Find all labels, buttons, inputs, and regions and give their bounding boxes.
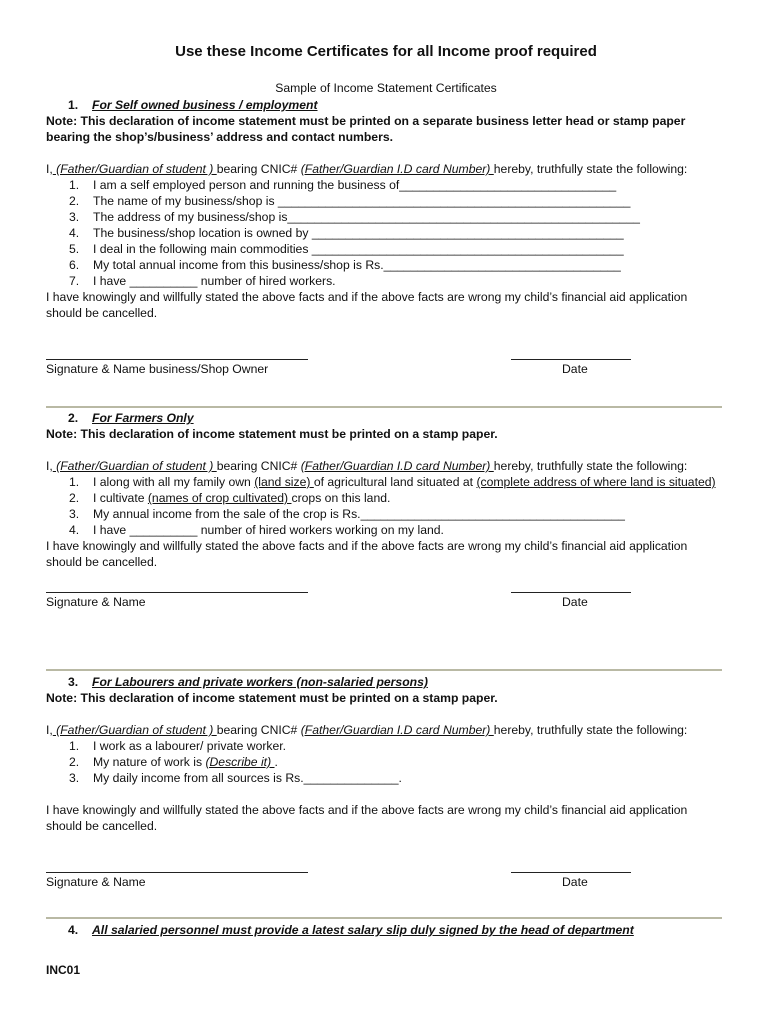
list-item: 5. I deal in the following main commodities ______________________________________________ (69, 242, 624, 256)
guardian-blank: (Father/Guardian of student ) (52, 459, 217, 473)
section-heading: 1. For Self owned business / employment (68, 98, 318, 112)
date-label: Date (562, 595, 588, 609)
cnic-blank: (Father/Guardian I.D card Number) (300, 459, 494, 473)
date-line (511, 872, 631, 873)
list-item: 2. I cultivate (names of crop cultivated) crops on this land. (69, 491, 391, 505)
section-divider (46, 669, 722, 671)
section-heading: 4. All salaried personnel must provide a latest salary slip duly signed by the head of department (68, 923, 634, 937)
section-divider (46, 406, 722, 408)
list-item: 3. My annual income from the sale of the crop is Rs._______________________________________ (69, 507, 625, 521)
section-note: Note: This declaration of income statement must be printed on a separate business letter head or stamp paper bearing the shop’s/business’ address and contact numbers. (46, 114, 686, 144)
signature-row (46, 359, 726, 395)
section-note: Note: This declaration of income statement must be printed on a stamp paper. (46, 427, 498, 441)
list-item: 6. My total annual income from this business/shop is Rs.___________________________________ (69, 258, 621, 272)
land-size-blank: (land size) (254, 475, 314, 489)
section-self-owned-business (46, 97, 726, 395)
signature-line (46, 359, 308, 360)
signature-line (46, 872, 308, 873)
signature-row (46, 592, 726, 628)
form-code: INC01 (46, 963, 81, 977)
list-item: 2. The name of my business/shop is ____________________________________________________ (69, 194, 631, 208)
list-item: 1. I work as a labourer/ private worker. (69, 739, 287, 753)
signature-row (46, 872, 726, 908)
page-title: Use these Income Certificates for all Income proof required (175, 43, 597, 60)
section-heading: 3. For Labourers and private workers (non-salaried persons) (68, 675, 428, 689)
date-line (511, 359, 631, 360)
list-item: 7. I have __________ number of hired workers. (69, 274, 336, 288)
signature-label: Signature & Name (46, 595, 146, 609)
list-item: 4. The business/shop location is owned by ______________________________________________ (69, 226, 624, 240)
land-address-blank: (complete address of where land is situated) (476, 475, 716, 489)
cnic-blank: (Father/Guardian I.D card Number) (300, 723, 494, 737)
declaration-line: I, (Father/Guardian of student ) bearing CNIC# (Father/Guardian I.D card Number) hereby, truthfully state the following: (46, 162, 688, 176)
guardian-blank: (Father/Guardian of student ) (52, 162, 217, 176)
list-item: 1. I am a self employed person and running the business of________________________________ (69, 178, 617, 192)
page-subtitle: Sample of Income Statement Certificates (275, 81, 497, 95)
statement-list (46, 474, 726, 538)
section-salaried (46, 922, 726, 938)
section-farmers (46, 410, 726, 628)
list-item: 4. I have __________ number of hired workers working on my land. (69, 523, 444, 537)
section-divider (46, 917, 722, 919)
date-label: Date (562, 875, 588, 889)
signature-label: Signature & Name (46, 875, 146, 889)
section-labourers (46, 674, 726, 908)
closing-statement: I have knowingly and willfully stated the above facts and if the above facts are wrong my child’s financial aid application should be cancelled. (46, 803, 688, 833)
declaration-line: I, (Father/Guardian of student ) bearing CNIC# (Father/Guardian I.D card Number) hereby, truthfully state the following: (46, 723, 688, 737)
section-heading: 2. For Farmers Only (68, 411, 194, 425)
date-label: Date (562, 362, 588, 376)
work-description-blank: (Describe it) (205, 755, 275, 769)
guardian-blank: (Father/Guardian of student ) (52, 723, 217, 737)
crop-names-blank: (names of crop cultivated) (147, 491, 292, 505)
list-item: 3. My daily income from all sources is Rs.______________. (69, 771, 402, 785)
closing-statement: I have knowingly and willfully stated the above facts and if the above facts are wrong my child’s financial aid application should be cancelled. (46, 290, 688, 320)
section-note: Note: This declaration of income statement must be printed on a stamp paper. (46, 691, 498, 705)
date-line (511, 592, 631, 593)
list-item: 2. My nature of work is (Describe it) . (69, 755, 278, 769)
cnic-blank: (Father/Guardian I.D card Number) (300, 162, 494, 176)
list-item: 1. I along with all my family own (land size) of agricultural land situated at (complete address of where land is situated) (69, 475, 716, 489)
signature-label: Signature & Name business/Shop Owner (46, 362, 269, 376)
statement-list (46, 738, 726, 786)
declaration-line: I, (Father/Guardian of student ) bearing CNIC# (Father/Guardian I.D card Number) hereby, truthfully state the following: (46, 459, 688, 473)
signature-line (46, 592, 308, 593)
closing-statement: I have knowingly and willfully stated the above facts and if the above facts are wrong my child’s financial aid application should be cancelled. (46, 539, 688, 569)
list-item: 3. The address of my business/shop is____________________________________________________ (69, 210, 640, 224)
statement-list (46, 177, 726, 289)
